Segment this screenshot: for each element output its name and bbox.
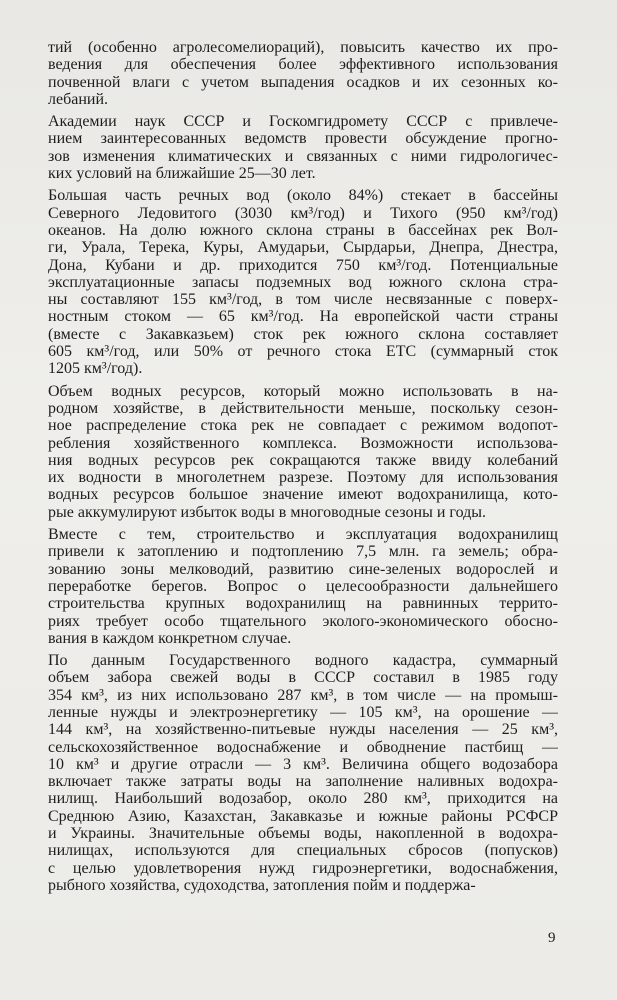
text-line: эксплуатационные запасы подземных вод южного склона стра- <box>48 273 558 291</box>
text-line: с целью удовлетворения нужд гидроэнергетики, водоснабжения, <box>48 859 558 877</box>
text-line: ностным стоком — 65 км³/год. На европейской части страны <box>48 308 558 326</box>
text-line: ленные нужды и электроэнергетику — 105 км³, на орошение — <box>48 703 558 721</box>
body-text <box>48 39 558 899</box>
paragraph <box>48 187 558 377</box>
text-line: Северного Ледовитого (3030 км³/год) и Тихого (950 км³/год) <box>48 204 558 222</box>
text-line: Вместе с тем, строительство и эксплуатация водохранилищ <box>48 526 558 544</box>
text-line: 605 км³/год, или 50% от речного стока ЕТС (суммарный сток <box>48 343 558 361</box>
text-line: ное распределение стока рек не совпадает с режимом водопот- <box>48 417 558 435</box>
text-line: тий (особенно агролесомелиораций), повысить качество их про- <box>48 39 558 56</box>
text-line: ких условий на ближайшие 25—30 лет. <box>48 165 316 183</box>
text-line: почвенной влаги с учетом выпадения осадков и их сезонных ко- <box>48 73 558 91</box>
text-line: Объем водных ресурсов, который можно использовать в на- <box>48 382 558 400</box>
text-line: лебаний. <box>48 90 109 108</box>
text-line: объем забора свежей воды в СССР составил в 1985 году <box>48 669 558 687</box>
paragraph <box>48 39 558 108</box>
text-line: океанов. На долю южного склона страны в бассейнах рек Вол- <box>48 221 558 239</box>
text-line: сельскохозяйственное водоснабжение и обводнение пастбищ — <box>48 738 558 756</box>
text-line: 354 км³, из них использовано 287 км³, в том числе — на промыш- <box>48 686 558 704</box>
text-line: родном хозяйстве, в действительности меньше, поскольку сезон- <box>48 399 558 417</box>
paragraph <box>48 113 558 182</box>
text-line: зованию зоны мелководий, развитию сине-зеленых водорослей и <box>48 560 558 578</box>
text-line: Академии наук СССР и Госкомгидромету СССР с привлече- <box>48 113 558 131</box>
text-line: зов изменения климатических и связанных с ними гидрологичес- <box>48 147 558 165</box>
text-line: и Украины. Значительные объемы воды, накопленной в водохра- <box>48 825 558 843</box>
text-line: переработке берегов. Вопрос о целесообразности дальнейшего <box>48 577 558 595</box>
text-line: рыбного хозяйства, судоходства, затопления пойм и поддержа- <box>48 876 476 894</box>
paragraph <box>48 652 558 894</box>
text-line: По данным Государственного водного кадастра, суммарный <box>48 652 558 670</box>
text-line: ги, Урала, Терека, Куры, Амударьи, Сырдарьи, Днепра, Днестра, <box>48 239 558 257</box>
text-line: ны составляют 155 км³/год, в том числе несвязанные с поверх- <box>48 291 558 309</box>
text-line: Среднюю Азию, Казахстан, Закавказье и южные районы РСФСР <box>48 807 558 825</box>
text-line: привели к затоплению и подтоплению 7,5 млн. га земель; обра- <box>48 543 558 561</box>
text-line: ребления хозяйственного комплекса. Возможности использова- <box>48 434 558 452</box>
text-line: 10 км³ и другие отрасли — 3 км³. Величина общего водозабора <box>48 755 558 773</box>
text-line: риях требует особо тщательного эколого-экономического обосно- <box>48 612 558 630</box>
text-line: ния водных ресурсов рек сокращаются также ввиду колебаний <box>48 451 558 469</box>
text-line: 1205 км³/год). <box>48 360 143 378</box>
text-line: нием заинтересованных ведомств провести обсуждение прогно- <box>48 130 558 148</box>
text-line: их водности в многолетнем разрезе. Поэтому для использования <box>48 469 558 487</box>
text-line: Дона, Кубани и др. приходится 750 км³/год. Потенциальные <box>48 256 558 274</box>
text-line: Большая часть речных вод (около 84%) стекает в бассейны <box>48 187 558 205</box>
text-line: водных ресурсов большое значение имеют водохранилища, кото- <box>48 486 558 504</box>
text-line: вания в каждом конкретном случае. <box>48 629 292 647</box>
page-number: 9 <box>548 930 556 946</box>
text-line: рые аккумулируют избыток воды в многоводные сезоны и годы. <box>48 503 486 521</box>
text-line: 144 км³, на хозяйственно-питьевые нужды населения — 25 км³, <box>48 721 558 739</box>
text-line: (вместе с Закавказьем) сток рек южного склона составляет <box>48 325 558 343</box>
text-line: нилищах, используются для специальных сбросов (попусков) <box>48 842 558 860</box>
paragraph <box>48 526 558 647</box>
text-line: строительства крупных водохранилищ на равнинных террито- <box>48 595 558 613</box>
text-line: нилищ. Наибольший водозабор, около 280 км³, приходится на <box>48 790 558 808</box>
text-line: ведения для обеспечения более эффективного использования <box>48 56 558 74</box>
paragraph <box>48 383 558 521</box>
text-line: включает также затраты воды на заполнение наливных водохра- <box>48 773 558 791</box>
